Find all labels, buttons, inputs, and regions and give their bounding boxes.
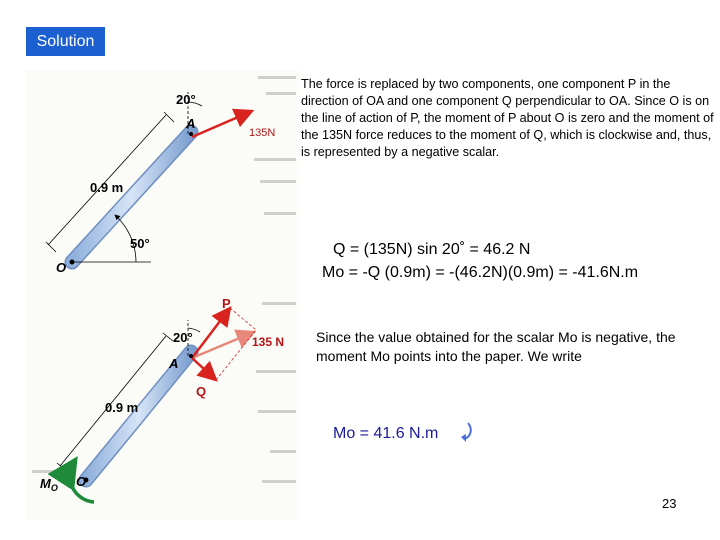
top-angle-20-label: 20°	[176, 92, 196, 107]
clockwise-arrow-icon	[460, 421, 474, 443]
bottom-point-a-dot	[189, 354, 193, 358]
bottom-force-label: 135 N	[252, 335, 285, 349]
top-point-a-label: A	[186, 116, 196, 131]
solution-badge: Solution	[26, 27, 105, 56]
page-number: 23	[662, 496, 677, 511]
explanation-paragraph: The force is replaced by two components, one component P in the direction of OA and one component Q perpendicular to OA. Since O is on the line of action of P, the moment of P about O is zero and the moment of the 135N force reduces to the moment of Q, which is clockwise and, thus, is represented by a negative scalar.	[301, 77, 714, 160]
final-result: Mo = 41.6 N.m	[333, 425, 439, 442]
top-angle-50-label: 50°	[130, 236, 150, 251]
conclusion-paragraph: Since the value obtained for the scalar Mo is negative, the moment Mo points into the paper. We write	[316, 329, 676, 364]
top-origin-label: O	[56, 260, 67, 275]
rod-force-figure	[26, 70, 300, 520]
component-p-label: P	[222, 296, 231, 311]
bottom-length-label: 0.9 m	[105, 400, 139, 415]
equation-mo: Mo = -Q (0.9m) = -(46.2N)(0.9m) = -41.6N.m	[322, 264, 639, 281]
bottom-point-a-label: A	[169, 356, 179, 371]
top-point-a-dot	[189, 132, 193, 136]
top-force-label: 135N	[249, 127, 276, 139]
top-point-o-dot	[70, 260, 75, 265]
equation-q: Q = (135N) sin 20˚ = 46.2 N	[333, 241, 531, 258]
component-q-label: Q	[196, 384, 207, 399]
moment-label: $M_O$	[40, 476, 58, 493]
bottom-angle-20-label: 20°	[173, 330, 193, 345]
bottom-origin-label: O	[76, 474, 87, 489]
top-length-label: 0.9 m	[90, 180, 124, 195]
